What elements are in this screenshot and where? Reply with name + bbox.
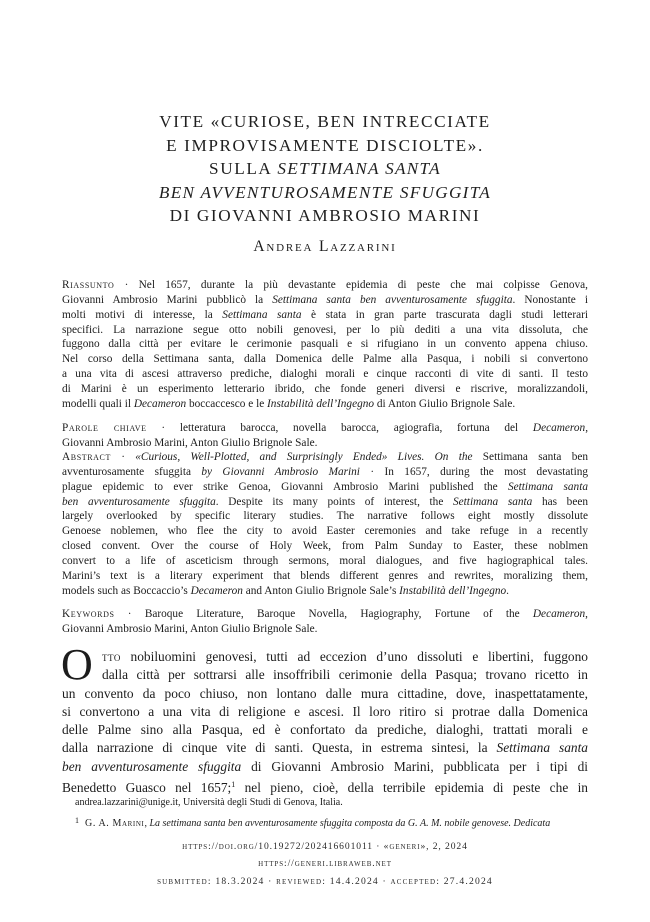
parole-line bbox=[62, 421, 588, 436]
author-affiliation: andrea.lazzarini@unige.it, Università degli Studi di Genova, Italia. bbox=[75, 797, 343, 808]
doi-link[interactable]: https://doi.org/10.19272/202416601011 · «generi», 2, 2024 bbox=[182, 841, 468, 852]
title-line-3 bbox=[60, 157, 590, 181]
abstract-text: . bbox=[506, 584, 509, 597]
riassunto-line: fuggono dalla città per evitare le cerimonie pasquali e si rifugiano in un convento appena chiuso. bbox=[62, 338, 588, 351]
riassunto-line: specifici. La narrazione segue otto nobili genovesi, per lo più dediti a una vita dissoluta, che bbox=[62, 323, 588, 336]
abstract-italic: by Giovanni Ambrosio Marini bbox=[201, 465, 360, 478]
riassunto-line: a una vita di ascesi attraverso prediche, dialoghi morali e cinque racconti di vite di santi. Il testo bbox=[62, 368, 588, 381]
abstract-line: Marini’s text is a literary experiment that blends different genres and rewrites, moralizing them, bbox=[62, 569, 588, 582]
body-line bbox=[62, 648, 588, 666]
abstract-line bbox=[62, 584, 588, 599]
body-line: delle Palme sino alla Pasqua, ed è confortato da prediche, dialoghi, trattati morali e bbox=[62, 722, 588, 738]
abstract-italic: ben avventurosamente sfuggita bbox=[62, 495, 216, 508]
parole-line: Giovanni Ambrosio Marini, Anton Giulio Brignole Sale. bbox=[62, 436, 318, 449]
english-abstract bbox=[62, 450, 588, 598]
footnote-text: , bbox=[144, 818, 150, 829]
abstract-italic: Settimana santa bbox=[507, 480, 588, 493]
abstract-italic: Decameron bbox=[190, 584, 243, 597]
body-line: si convertono a una vita di religione e ascesi. Il loro ritiro si protrae dalla Domenica bbox=[62, 703, 588, 719]
riassunto-italic: Settimana santa ben avventurosamente sfuggita bbox=[272, 293, 513, 306]
body-line: un convento da poco chiuso, non lontano dalle mura cittadine, dove, inaspettatamente, bbox=[62, 685, 588, 701]
riassunto-line: di Marini è un esperimento letterario ibrido, che fonde generi diversi e riscrive, moralizzandoli, bbox=[62, 382, 588, 395]
abstract-line bbox=[62, 450, 588, 465]
separator: · bbox=[114, 279, 139, 291]
drop-cap: O bbox=[61, 640, 93, 689]
body-text: nobiluomini genovesi, tutti ad eccezion d’uno dissoluti e libertini, fuggono bbox=[120, 649, 588, 664]
separator: · bbox=[114, 608, 145, 620]
riassunto-label: Riassunto bbox=[62, 279, 115, 291]
abstract-text: has been bbox=[532, 495, 588, 508]
keywords-text: Baroque Literature, Baroque Novella, Hagiography, Fortune of the bbox=[144, 608, 533, 620]
abstract-text: · In 1657, during the most devastating bbox=[359, 465, 589, 478]
riassunto-text: Nel 1657, durante la più devastante epidemia di peste che mai colpisse Genova, bbox=[138, 279, 588, 291]
riassunto-italic: Instabilità dell’Ingegno bbox=[267, 397, 375, 410]
italian-keywords bbox=[62, 421, 588, 451]
article-title bbox=[60, 110, 590, 228]
abstract-text: models such as Boccaccio’s bbox=[62, 584, 191, 597]
body-paragraph bbox=[61, 640, 589, 797]
parole-label: Parole chiave bbox=[62, 422, 147, 434]
english-keywords bbox=[62, 607, 588, 637]
riassunto-text: di Anton Giulio Brignole Sale. bbox=[374, 397, 516, 410]
abstract-text: and Anton Giulio Brignole Sale’s bbox=[242, 584, 400, 597]
body-line: dalla città per sottrarsi alle insoffribili cerimonie della Pasqua; trovano ricetto in bbox=[102, 667, 588, 683]
title-line-4 bbox=[60, 181, 590, 205]
abstract-line bbox=[62, 480, 588, 495]
footnote-1 bbox=[75, 812, 590, 833]
journal-url-link[interactable]: https://generi.libraweb.net bbox=[258, 858, 392, 869]
riassunto-text: . Nonostante i bbox=[512, 293, 588, 306]
title-line-5: DI GIOVANNI AMBROSIO MARINI bbox=[169, 206, 481, 226]
keywords-line: Giovanni Ambrosio Marini, Anton Giulio Brignole Sale. bbox=[62, 622, 318, 635]
title-italic-work-cont: BEN AVVENTUROSAMENTE SFUGGITA bbox=[158, 182, 492, 202]
body-line bbox=[62, 758, 588, 776]
footnote-number: 1 bbox=[75, 816, 79, 825]
riassunto-line bbox=[62, 308, 588, 323]
drop-cap-continuation: tto bbox=[102, 649, 121, 664]
keywords-line bbox=[62, 607, 588, 622]
footnote-marker[interactable]: 1 bbox=[231, 780, 236, 790]
body-italic: ben avventurosamente sfuggita bbox=[62, 758, 242, 774]
body-text: Benedetto Guasco nel 1657; bbox=[62, 780, 232, 796]
abstract-italic: «Curious, Well-Plotted, and Surprisingly Ended» Lives. On the bbox=[135, 451, 473, 463]
riassunto-text: boccaccesco e le bbox=[186, 397, 268, 410]
abstract-text: Settimana santa ben bbox=[472, 451, 588, 463]
abstract-text: plague epidemic to ever strike Genoa, Giovanni Ambrosio Marini published the bbox=[62, 480, 508, 493]
title-italic-work: SETTIMANA SANTA bbox=[277, 159, 441, 179]
abstract-italic: Instabilità dell’Ingegno bbox=[399, 584, 507, 597]
riassunto-text: modelli quali il bbox=[62, 397, 134, 410]
riassunto-line bbox=[62, 397, 588, 412]
riassunto-line bbox=[62, 293, 588, 308]
parole-text: , bbox=[585, 422, 589, 434]
italian-abstract bbox=[62, 278, 588, 412]
body-italic: Settimana santa bbox=[496, 740, 588, 756]
title-line-2: E IMPROVISAMENTE DISCIOLTE». bbox=[166, 135, 484, 155]
keywords-text: , bbox=[585, 608, 588, 620]
riassunto-italic: Decameron bbox=[133, 397, 187, 410]
riassunto-text: molti motivi di interesse, la bbox=[62, 308, 223, 321]
abstract-text: . Despite its many points of interest, the bbox=[215, 495, 453, 508]
riassunto-text: è stata in gran parte trascurata dagli studi letterari bbox=[301, 308, 588, 321]
abstract-line: Genoese noblemen, who flee the city to avoid Easter ceremonies and take refuge in a recently bbox=[62, 525, 588, 538]
footnote-author: G. A. Marini bbox=[85, 818, 145, 829]
keywords-italic: Decameron bbox=[532, 608, 586, 620]
abstract-italic: Settimana santa bbox=[453, 495, 533, 508]
submission-dates: submitted: 18.3.2024 · reviewed: 14.4.2024 · accepted: 27.4.2024 bbox=[157, 876, 493, 887]
abstract-line: largely overlooked by specific literary studies. The narrative follows eight mostly dissolute bbox=[62, 510, 588, 523]
separator: · bbox=[146, 422, 180, 434]
riassunto-line bbox=[62, 278, 588, 293]
abstract-text: avventurosamente sfuggita bbox=[62, 465, 202, 478]
body-text: di Giovanni Ambrosio Marini, pubblicata per i tipi di bbox=[241, 758, 589, 774]
parole-italic: Decameron bbox=[532, 422, 586, 434]
riassunto-line: Nel corso della Settimana santa, dalla Domenica delle Palme alla Pasqua, i nobili si convertono bbox=[62, 353, 588, 366]
keywords-label: Keywords bbox=[62, 608, 115, 620]
abstract-label: Abstract bbox=[62, 451, 111, 463]
footnotes bbox=[75, 794, 590, 833]
body-line bbox=[62, 739, 588, 757]
title-line-3-text: SULLA bbox=[209, 159, 278, 179]
footnote-title: La settimana santa ben avventurosamente sfuggita composta da G. A. M. nobile genovese. Dedicata bbox=[149, 818, 551, 829]
title-line-1: VITE «CURIOSE, BEN INTRECCIATE bbox=[159, 112, 491, 131]
abstract-line: convert to a life of asceticism through sermons, moral dialogues, and five hagiographical tales. bbox=[62, 554, 588, 567]
riassunto-text: Giovanni Ambrosio Marini pubblicò la bbox=[62, 293, 273, 306]
abstract-line: closed convent. Over the course of Holy Week, from Palm Sunday to Easter, these noblmen bbox=[62, 540, 588, 553]
abstract-line bbox=[62, 465, 588, 480]
author-name: Andrea Lazzarini bbox=[253, 238, 397, 255]
riassunto-italic: Settimana santa bbox=[222, 308, 302, 321]
parole-text: letteratura barocca, novella barocca, agiografia, fortuna del bbox=[179, 422, 533, 434]
separator: · bbox=[110, 451, 136, 463]
body-text: dalla narrazione di cinque vite di santi. Questa, in estrema sintesi, la bbox=[62, 740, 497, 756]
body-text: nel pieno, cioè, della terribile epidemia di peste che in bbox=[235, 780, 588, 796]
abstract-line bbox=[62, 495, 588, 510]
